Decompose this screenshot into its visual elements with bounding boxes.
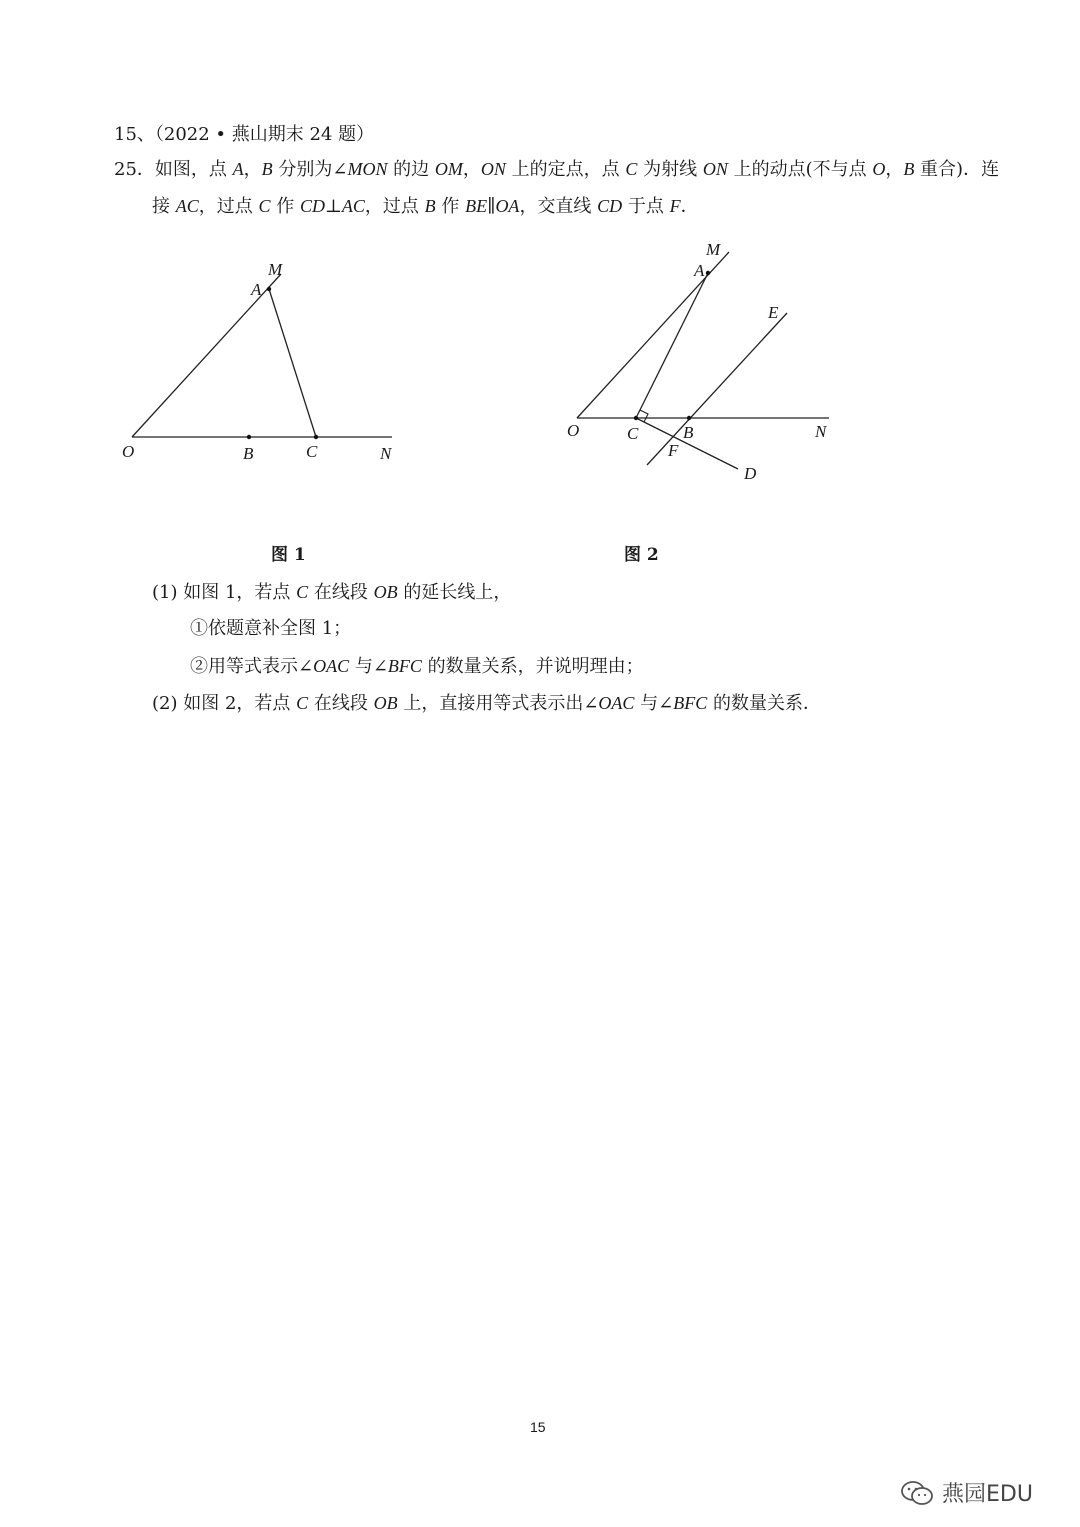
point-label: C [258,196,271,216]
point-label: A [232,159,244,179]
segment-label: ON [480,159,506,179]
text: 上的动点(不与点 [727,159,873,180]
segment-label: AC [175,196,199,216]
question-source: 15、（2022 • 燕山期末 24 题） [114,124,375,145]
figure-2-caption: 图 2 [624,545,659,565]
text: 作 [435,196,466,217]
text: 在线段 [308,582,374,603]
problem-number: 25． [114,159,155,180]
segment-label: OB [373,693,398,713]
text: 上，直接用等式表示出∠ [397,693,599,714]
label-e: E [768,303,779,322]
text: 分别为∠ [272,159,348,180]
part-1-i: ①依题意补全图 1； [190,618,352,639]
perpendicular-symbol: ⊥ [324,196,342,217]
text: 于点 [622,196,670,217]
segment-label: ON [702,159,728,179]
text: 的数量关系． [707,693,821,714]
text: ， [462,159,481,180]
text: ②用等式表示∠ [190,656,314,677]
label-a: A [251,280,262,299]
label-n: N [380,444,392,463]
point-c [634,416,638,420]
label-f: F [668,441,679,460]
figure-2 [0,0,1080,600]
label-c: C [306,442,318,461]
figure-1-caption: 图 1 [271,545,306,565]
watermark-text: 燕园EDU [942,1482,1033,1507]
point-a [706,271,710,275]
part-2 [152,692,821,715]
label-c: C [627,424,639,443]
point-label: C [296,582,309,602]
text: 为射线 [637,159,703,180]
point-label: F [669,196,681,216]
label-d: D [744,464,757,483]
label-a: A [694,261,705,280]
text: ． [680,196,699,217]
watermark [900,1477,1033,1508]
wechat-icon [900,1479,934,1507]
point-label: C [296,693,309,713]
text: ，过点 [364,196,425,217]
point-label: B [261,159,273,179]
segment-label: CD [299,196,325,216]
text: 上的定点，点 [505,159,626,180]
text: ， [885,159,904,180]
text: 的边 [387,159,435,180]
label-m: M [706,240,721,259]
label-o: O [122,442,135,461]
text: 的数量关系，并说明理由； [421,656,644,677]
text: (1) 如图 1，若点 [152,582,297,603]
page-number: 15 [530,1419,546,1435]
segment-label: BE [465,196,488,216]
text: 与∠ [634,693,674,714]
label-n: N [815,422,827,441]
angle-label: MON [347,159,388,179]
segment-label: OB [373,582,398,602]
segment-label: CD [597,196,623,216]
point-label: B [424,196,436,216]
part-1 [152,581,511,604]
text: 的延长线上， [397,582,512,603]
segment-label: OM [434,159,463,179]
angle-label: OAC [598,693,635,713]
segment-ac [636,273,708,418]
text: ，交直线 [519,196,598,217]
segment-label: OA [495,196,520,216]
point-b [687,416,691,420]
text: 重合)．连 [914,159,1000,180]
text: 接 [152,196,176,217]
text: (2) 如图 2，若点 [152,693,297,714]
point-label: C [625,159,638,179]
label-m: M [268,260,283,279]
text: ，过点 [198,196,259,217]
text: 与∠ [349,656,388,677]
text: 在线段 [308,693,374,714]
label-b: B [683,423,694,442]
angle-label: OAC [313,656,350,676]
parallel-symbol: ∥ [487,196,496,217]
text: 如图，点 [154,159,233,180]
segment-label: AC [341,196,365,216]
part-1-ii [190,655,644,678]
text: ， [243,159,262,180]
angle-label: BFC [387,656,422,676]
point-label: O [872,159,886,179]
point-label: B [903,159,915,179]
text: 作 [270,196,300,217]
label-o: O [567,421,580,440]
label-b: B [243,444,254,463]
angle-label: BFC [673,693,708,713]
